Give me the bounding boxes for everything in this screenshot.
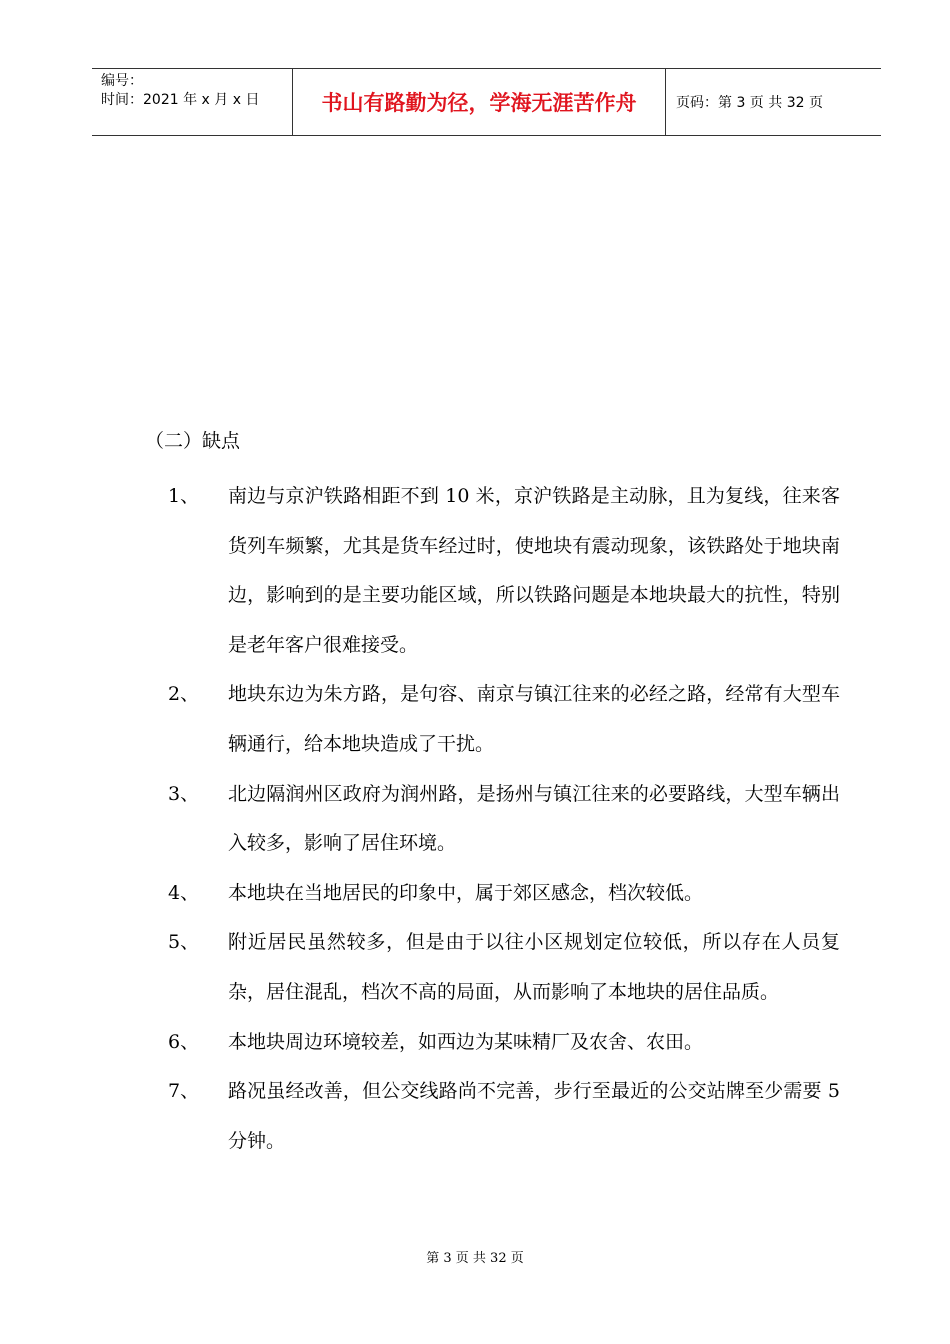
header-page-info: 页码：第 3 页 共 32 页 bbox=[676, 95, 823, 111]
list-item bbox=[168, 1018, 848, 1068]
section-title: （二）缺点 bbox=[145, 430, 241, 452]
item-text: 本地块周边环境较差，如西边为某味精厂及农舍、农田。 bbox=[228, 1030, 704, 1053]
list-item bbox=[168, 918, 848, 1017]
item-number: 3、 bbox=[168, 782, 200, 805]
item-number: 2、 bbox=[168, 683, 200, 706]
document-number-label: 编号： bbox=[101, 73, 143, 89]
item-text: 地块东边为朱方路，是句容、南京与镇江往来的必经之路，经常有大型车辆通行，给本地块造成了干扰。 bbox=[228, 683, 840, 755]
list-item bbox=[168, 770, 848, 869]
item-number: 5、 bbox=[168, 931, 200, 954]
item-text: 附近居民虽然较多，但是由于以往小区规划定位较低，所以存在人员复杂，居住混乱，档次不高的局面，从而影响了本地块的居住品质。 bbox=[228, 931, 840, 1003]
list-item bbox=[168, 670, 848, 769]
item-number: 6、 bbox=[168, 1030, 200, 1053]
item-text: 路况虽经改善，但公交线路尚不完善，步行至最近的公交站牌至少需要 5 分钟。 bbox=[228, 1080, 840, 1152]
list-item bbox=[168, 869, 848, 919]
page-header bbox=[92, 68, 881, 136]
header-motto: 书山有路勤为径，学海无涯苦作舟 bbox=[293, 69, 666, 135]
document-date: 时间：2021 年 x 月 x 日 bbox=[101, 92, 260, 108]
header-meta bbox=[92, 69, 293, 135]
list-item bbox=[168, 472, 848, 670]
item-number: 7、 bbox=[168, 1080, 200, 1103]
list-item bbox=[168, 1067, 848, 1166]
item-text: 本地块在当地居民的印象中，属于郊区感念，档次较低。 bbox=[228, 881, 704, 904]
item-text: 北边隔润州区政府为润州路，是扬州与镇江往来的必要路线，大型车辆出入较多，影响了居住环境。 bbox=[228, 782, 840, 855]
item-number: 4、 bbox=[168, 881, 200, 904]
disadvantage-list bbox=[168, 472, 848, 1166]
item-number: 1、 bbox=[168, 485, 200, 507]
page-footer: 第 3 页 共 32 页 bbox=[426, 1251, 524, 1266]
item-text: 南边与京沪铁路相距不到 10 米，京沪铁路是主动脉，且为复线，往来客货列车频繁，尤其是货车经过时，使地块有震动现象，该铁路处于地块南边，影响到的是主要功能区域，所以铁路问题是本地块最大的抗性，特别是老年客户很难接受。 bbox=[228, 485, 840, 656]
